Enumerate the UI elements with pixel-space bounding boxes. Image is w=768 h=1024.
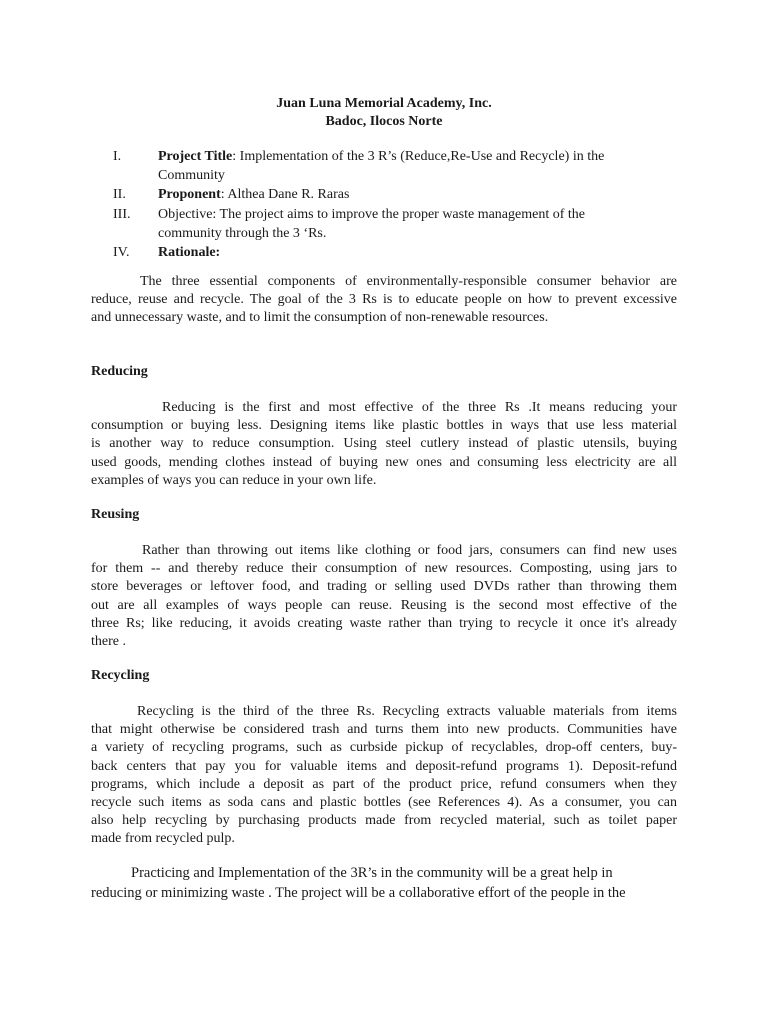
recycling-line: back centers that pay you for valuable items and deposit-refund programs 1). Deposit-refund (91, 758, 677, 774)
reusing-line: out are all examples of ways people can reuse. Reusing is the second most effective of the (91, 597, 677, 613)
closing-line: reducing or minimizing waste . The project will be a collaborative effort of the people in the (91, 885, 626, 901)
recycling-line: also help recycling by purchasing products made from recycled material, such as toilet paper (91, 813, 677, 829)
project-title-label: Project Title (158, 149, 233, 164)
project-title-cont: Community (158, 168, 225, 183)
recycling-line: Recycling is the third of the three Rs. Recycling extracts valuable materials from items (137, 704, 677, 719)
rationale-label: Rationale: (158, 245, 221, 260)
reusing-line: Rather than throwing out items like clothing or food jars, consumers can find new uses (142, 543, 677, 558)
school-name: Juan Luna Memorial Academy, Inc. (276, 96, 492, 111)
proponent-text: : Althea Dane R. Raras (220, 187, 350, 202)
proponent-label: Proponent (158, 187, 221, 202)
reusing-line: store beverages or leftover food, and trading or selling used DVDs rather than throwing them (91, 579, 677, 595)
rationale-line: and unnecessary waste, and to limit the consumption of non-renewable resources. (91, 310, 549, 326)
reducing-line: is another way to reduce consumption. Using steel cutlery instead of plastic utensils, buying (91, 436, 677, 452)
recycling-paragraph (91, 703, 677, 849)
reducing-line: examples of ways you can reduce in your own life. (91, 472, 377, 488)
recycling-line: recycle such items as soda cans and plastic bottles (see References 4). As a consumer, you can (91, 795, 677, 811)
reducing-line: Reducing is the first and most effective of the three Rs .It means reducing your (162, 400, 677, 415)
reducing-line: used goods, mending clothes instead of buying new ones and consuming less electricity are all (91, 454, 677, 470)
section-heading-reducing: Reducing (91, 364, 148, 379)
reducing-line: consumption or buying less. Designing items like plastic bottles in ways that use less material (91, 418, 677, 434)
closing-line: Practicing and Implementation of the 3R’s in the community will be a great help in (131, 865, 613, 881)
rationale-paragraph (91, 273, 677, 328)
rationale-line: reduce, reuse and recycle. The goal of the 3 Rs is to educate people on how to prevent excessive (91, 292, 677, 308)
outline-num-3: III. (113, 207, 131, 222)
reusing-line: there . (91, 634, 126, 650)
recycling-line: that might otherwise be considered trash and turns them into new products. Communities have (91, 722, 677, 738)
recycling-line: made from recycled pulp. (91, 831, 235, 847)
section-heading-recycling: Recycling (91, 668, 150, 683)
rationale-line: The three essential components of environmentally-responsible consumer behavior are (140, 274, 677, 289)
recycling-line: programs, which include a deposit as part of the product price, refund consumers when they (91, 776, 677, 792)
recycling-line: a variety of recycling programs, such as curbside pickup of recyclables, drop-off centers, buy- (91, 740, 677, 756)
outline-num-1: I. (113, 149, 122, 164)
reducing-paragraph (91, 399, 677, 490)
reusing-line: three Rs; like reducing, it avoids creating waste rather than trying to recycle it once it's already (91, 615, 677, 631)
section-heading-reusing: Reusing (91, 507, 140, 522)
school-location: Badoc, Ilocos Norte (325, 114, 443, 129)
outline-item-proponent (158, 186, 349, 204)
project-title-text: : Implementation of the 3 R’s (Reduce,Re-Use and Recycle) in the (232, 149, 605, 164)
reusing-paragraph (91, 542, 677, 651)
objective-cont: community through the 3 ‘Rs. (158, 226, 327, 241)
outline-num-2: II. (113, 187, 126, 202)
reusing-line: for them -- and thereby reduce their consumption of new resources. Composting, using jars to (91, 561, 677, 577)
outline-item-project-title (158, 148, 604, 166)
objective-text: Objective: The project aims to improve the proper waste management of the (158, 207, 585, 222)
outline-num-4: IV. (113, 245, 130, 260)
